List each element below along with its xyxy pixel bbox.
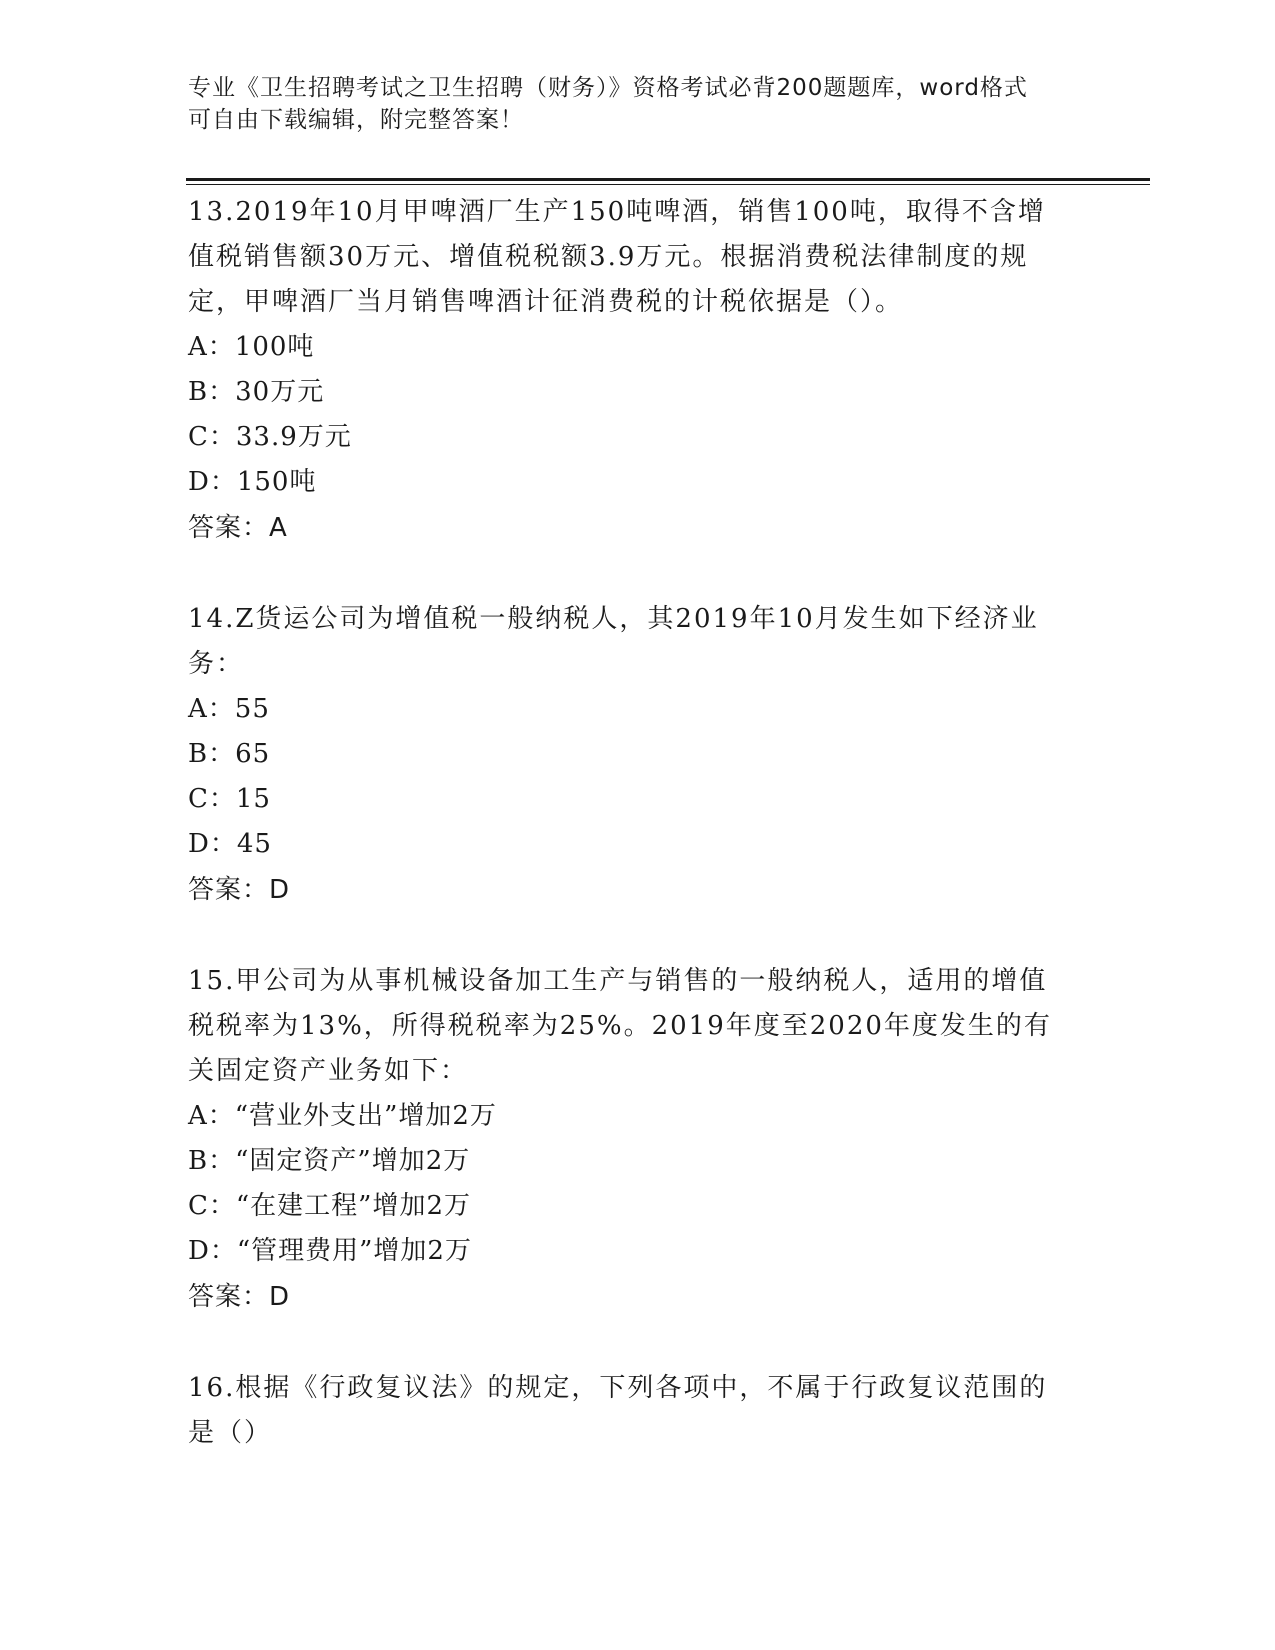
question-15 [188,959,1068,1320]
answer-line: 答案：D [188,1282,291,1312]
question-13 [188,190,1068,551]
question-text: 16.根据《行政复议法》的规定，下列各项中，不属于行政复议范围的是（） [188,1373,1048,1448]
question-14 [188,597,1068,913]
option-c: C：“在建工程”增加2万 [188,1191,472,1221]
option-b: B：65 [188,739,271,769]
option-a: A：55 [188,694,270,724]
option-b: B：“固定资产”增加2万 [188,1146,471,1176]
answer-line: 答案：D [188,875,291,905]
question-text: 15.甲公司为从事机械设备加工生产与销售的一般纳税人，适用的增值税税率为13%，所得税税率为25%。2019年度至2020年度发生的有关固定资产业务如下： [188,966,1052,1086]
question-text: 14.Z货运公司为增值税一般纳税人，其2019年10月发生如下经济业务： [188,604,1039,679]
option-d: D：150吨 [188,467,317,497]
option-b: B：30万元 [188,377,325,407]
question-16 [188,1366,1068,1456]
header-divider-thick [186,178,1150,181]
option-c: C：15 [188,784,271,814]
option-c: C：33.9万元 [188,422,352,452]
option-a: A：100吨 [188,332,315,362]
header-divider-thin [186,184,1150,185]
question-text: 13.2019年10月甲啤酒厂生产150吨啤酒，销售100吨，取得不含增值税销售额30万元、增值税税额3.9万元。根据消费税法律制度的规定，甲啤酒厂当月销售啤酒计征消费税的计税依据是（）。 [188,197,1046,317]
option-a: A：“营业外支出”增加2万 [188,1101,497,1131]
header-line-2: 可自由下载编辑，附完整答案！ [188,107,524,133]
answer-line: 答案：A [188,513,288,543]
header-line-1: 专业《卫生招聘考试之卫生招聘（财务）》资格考试必背200题题库，word格式 [188,75,1028,101]
question-list [188,190,1068,1502]
document-header [188,72,1068,136]
option-d: D：45 [188,829,272,859]
option-d: D：“管理费用”增加2万 [188,1236,472,1266]
